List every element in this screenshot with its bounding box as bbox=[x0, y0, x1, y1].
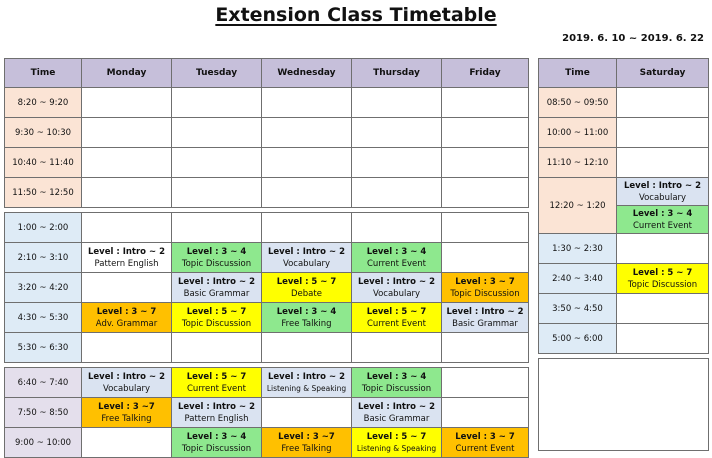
class-topic: Free Talking bbox=[101, 413, 152, 424]
empty-cell bbox=[617, 234, 709, 264]
empty-cell bbox=[172, 213, 262, 243]
class-topic: Pattern English bbox=[94, 258, 159, 269]
day-header-friday: Friday bbox=[442, 59, 529, 88]
saturday-empty-block bbox=[538, 358, 709, 451]
class-level: Level : 5 ~ 7 bbox=[632, 267, 693, 278]
class-cell bbox=[172, 273, 262, 303]
time-column-header: Time bbox=[539, 59, 617, 88]
class-cell bbox=[262, 273, 352, 303]
class-cell bbox=[172, 243, 262, 273]
time-cell: 9:30 ~ 10:30 bbox=[5, 118, 82, 148]
time-cell: 2:40 ~ 3:40 bbox=[539, 264, 617, 294]
empty-cell bbox=[617, 88, 709, 118]
class-topic: Free Talking bbox=[281, 443, 332, 454]
time-cell: 5:00 ~ 6:00 bbox=[539, 324, 617, 354]
class-cell bbox=[172, 398, 262, 428]
time-slot-row bbox=[5, 243, 529, 273]
date-range: 2019. 6. 10 ~ 2019. 6. 22 bbox=[562, 33, 704, 44]
class-cell bbox=[617, 264, 709, 294]
class-level: Level : 3 ~ 4 bbox=[366, 246, 427, 257]
class-level: Level : 3 ~ 7 bbox=[455, 276, 515, 287]
class-level: Level : 3 ~ 4 bbox=[276, 306, 337, 317]
class-topic: Basic Grammar bbox=[183, 288, 250, 299]
day-header-saturday: Saturday bbox=[617, 59, 709, 88]
class-cell bbox=[352, 398, 442, 428]
class-level: Level : Intro ~ 2 bbox=[624, 180, 701, 191]
time-cell: 9:00 ~ 10:00 bbox=[5, 428, 82, 458]
time-slot-row bbox=[5, 118, 529, 148]
time-cell: 11:10 ~ 12:10 bbox=[539, 148, 617, 178]
empty-cell bbox=[442, 178, 529, 208]
class-topic: Topic Discussion bbox=[361, 383, 432, 394]
empty-cell bbox=[82, 178, 172, 208]
time-slot-row bbox=[539, 324, 709, 354]
class-cell bbox=[442, 273, 529, 303]
class-topic: Basic Grammar bbox=[452, 318, 518, 329]
class-cell bbox=[617, 178, 709, 206]
time-cell: 8:20 ~ 9:20 bbox=[5, 88, 82, 118]
time-cell: 7:50 ~ 8:50 bbox=[5, 398, 82, 428]
time-cell: 3:20 ~ 4:20 bbox=[5, 273, 82, 303]
empty-cell bbox=[442, 88, 529, 118]
time-cell: 12:20 ~ 1:20 bbox=[539, 178, 617, 234]
time-cell: 10:40 ~ 11:40 bbox=[5, 148, 82, 178]
empty-cell bbox=[262, 118, 352, 148]
class-topic: Topic Discussion bbox=[450, 288, 520, 299]
class-cell bbox=[82, 243, 172, 273]
empty-cell bbox=[82, 118, 172, 148]
time-slot-row bbox=[5, 428, 529, 458]
class-topic: Listening & Speaking bbox=[266, 383, 347, 393]
class-cell bbox=[352, 368, 442, 398]
class-topic: Listening & Speaking bbox=[356, 443, 437, 453]
time-cell: 6:40 ~ 7:40 bbox=[5, 368, 82, 398]
class-topic: Basic Grammar bbox=[363, 413, 430, 424]
class-cell bbox=[172, 428, 262, 458]
class-cell bbox=[352, 273, 442, 303]
class-level: Level : Intro ~ 2 bbox=[446, 306, 524, 317]
empty-cell bbox=[442, 148, 529, 178]
time-cell: 10:00 ~ 11:00 bbox=[539, 118, 617, 148]
time-slot-row bbox=[539, 148, 709, 178]
class-topic: Pattern English bbox=[184, 413, 249, 424]
time-slot-row bbox=[5, 213, 529, 243]
time-cell: 08:50 ~ 09:50 bbox=[539, 88, 617, 118]
empty-cell bbox=[172, 88, 262, 118]
class-level: Level : 3 ~7 bbox=[98, 401, 155, 412]
class-cell bbox=[352, 303, 442, 333]
empty-cell bbox=[262, 213, 352, 243]
class-level: Level : 3 ~ 7 bbox=[455, 431, 515, 442]
class-topic: Current Event bbox=[187, 383, 246, 394]
time-slot-row bbox=[5, 148, 529, 178]
empty-cell bbox=[442, 213, 529, 243]
class-topic: Vocabulary bbox=[282, 258, 331, 269]
class-cell bbox=[172, 368, 262, 398]
class-level: Level : 5 ~ 7 bbox=[186, 371, 247, 382]
class-topic: Debate bbox=[291, 288, 322, 299]
time-cell: 11:50 ~ 12:50 bbox=[5, 178, 82, 208]
time-slot-row bbox=[5, 333, 529, 363]
time-slot-row bbox=[5, 368, 529, 398]
class-level: Level : 3 ~ 4 bbox=[186, 246, 247, 257]
class-topic: Topic Discussion bbox=[181, 258, 252, 269]
class-level: Level : 5 ~ 7 bbox=[186, 306, 247, 317]
empty-cell bbox=[82, 148, 172, 178]
time-slot-row bbox=[5, 303, 529, 333]
empty-cell bbox=[352, 148, 442, 178]
class-cell bbox=[172, 303, 262, 333]
time-slot-row bbox=[539, 178, 709, 206]
class-cell bbox=[352, 428, 442, 458]
class-cell bbox=[352, 243, 442, 273]
time-cell: 5:30 ~ 6:30 bbox=[5, 333, 82, 363]
empty-cell bbox=[617, 294, 709, 324]
class-topic: Topic Discussion bbox=[627, 279, 698, 290]
empty-cell bbox=[617, 324, 709, 354]
class-level: Level : Intro ~ 2 bbox=[268, 246, 345, 257]
empty-cell bbox=[262, 333, 352, 363]
class-level: Level : Intro ~ 2 bbox=[268, 371, 345, 382]
class-cell bbox=[82, 303, 172, 333]
empty-cell bbox=[172, 333, 262, 363]
time-cell: 4:30 ~ 5:30 bbox=[5, 303, 82, 333]
empty-cell bbox=[442, 333, 529, 363]
empty-cell bbox=[82, 88, 172, 118]
class-level: Level : 5 ~ 7 bbox=[276, 276, 337, 287]
class-level: Level : 3 ~ 4 bbox=[366, 371, 427, 382]
class-topic: Vocabulary bbox=[372, 288, 421, 299]
class-cell bbox=[442, 303, 529, 333]
day-header-thursday: Thursday bbox=[352, 59, 442, 88]
empty-cell bbox=[262, 398, 352, 428]
weekday-timetable bbox=[4, 58, 529, 458]
class-cell bbox=[262, 303, 352, 333]
empty-cell bbox=[262, 88, 352, 118]
empty-cell bbox=[352, 88, 442, 118]
class-level: Level : Intro ~ 2 bbox=[88, 371, 165, 382]
empty-cell bbox=[352, 178, 442, 208]
class-level: Level : Intro ~ 2 bbox=[88, 246, 165, 257]
empty-cell bbox=[617, 118, 709, 148]
time-slot-row bbox=[5, 88, 529, 118]
class-cell bbox=[262, 243, 352, 273]
class-level: Level : 3 ~ 4 bbox=[632, 208, 693, 219]
empty-cell bbox=[262, 148, 352, 178]
empty-cell bbox=[172, 118, 262, 148]
class-topic: Current Event bbox=[633, 220, 692, 231]
class-cell bbox=[617, 206, 709, 234]
time-cell: 1:00 ~ 2:00 bbox=[5, 213, 82, 243]
empty-cell bbox=[82, 428, 172, 458]
time-slot-row bbox=[539, 88, 709, 118]
time-cell: 1:30 ~ 2:30 bbox=[539, 234, 617, 264]
class-level: Level : Intro ~ 2 bbox=[358, 276, 435, 287]
time-slot-row bbox=[539, 234, 709, 264]
class-topic: Vocabulary bbox=[102, 383, 151, 394]
page-title bbox=[0, 4, 712, 26]
empty-cell bbox=[262, 178, 352, 208]
empty-cell bbox=[172, 148, 262, 178]
empty-cell bbox=[172, 178, 262, 208]
class-cell bbox=[442, 428, 529, 458]
class-cell bbox=[262, 428, 352, 458]
class-level: Level : 3 ~ 4 bbox=[186, 431, 247, 442]
class-level: Level : 5 ~ 7 bbox=[366, 431, 427, 442]
saturday-timetable bbox=[538, 58, 709, 354]
class-topic: Current Event bbox=[367, 258, 426, 269]
class-topic: Topic Discussion bbox=[181, 318, 252, 329]
day-header-monday: Monday bbox=[82, 59, 172, 88]
class-cell bbox=[82, 368, 172, 398]
class-cell bbox=[262, 368, 352, 398]
class-level: Level : Intro ~ 2 bbox=[178, 401, 255, 412]
class-topic: Adv. Grammar bbox=[95, 318, 158, 329]
empty-cell bbox=[82, 213, 172, 243]
empty-cell bbox=[617, 148, 709, 178]
empty-cell bbox=[82, 333, 172, 363]
weekday-header-row bbox=[5, 59, 529, 88]
class-topic: Topic Discussion bbox=[181, 443, 252, 454]
day-header-wednesday: Wednesday bbox=[262, 59, 352, 88]
empty-cell bbox=[82, 273, 172, 303]
time-cell: 2:10 ~ 3:10 bbox=[5, 243, 82, 273]
class-level: Level : 5 ~ 7 bbox=[366, 306, 427, 317]
time-slot-row bbox=[539, 294, 709, 324]
time-slot-row bbox=[5, 178, 529, 208]
class-level: Level : 3 ~7 bbox=[278, 431, 335, 442]
empty-cell bbox=[442, 243, 529, 273]
empty-cell bbox=[442, 398, 529, 428]
time-slot-row bbox=[539, 118, 709, 148]
day-header-tuesday: Tuesday bbox=[172, 59, 262, 88]
class-topic: Free Talking bbox=[281, 318, 332, 329]
time-slot-row bbox=[5, 398, 529, 428]
title-text: Extension Class Timetable bbox=[215, 4, 497, 26]
class-topic: Current Event bbox=[367, 318, 426, 329]
class-topic: Vocabulary bbox=[638, 192, 687, 203]
empty-cell bbox=[352, 333, 442, 363]
class-topic: Current Event bbox=[455, 443, 515, 454]
saturday-header-row bbox=[539, 59, 709, 88]
class-cell bbox=[82, 398, 172, 428]
empty-cell bbox=[442, 118, 529, 148]
time-slot-row bbox=[5, 273, 529, 303]
time-column-header: Time bbox=[5, 59, 82, 88]
class-level: Level : Intro ~ 2 bbox=[178, 276, 255, 287]
empty-cell bbox=[352, 118, 442, 148]
time-slot-row bbox=[539, 264, 709, 294]
time-cell: 3:50 ~ 4:50 bbox=[539, 294, 617, 324]
class-level: Level : 3 ~ 7 bbox=[96, 306, 157, 317]
empty-cell bbox=[352, 213, 442, 243]
class-level: Level : Intro ~ 2 bbox=[358, 401, 435, 412]
empty-cell bbox=[442, 368, 529, 398]
